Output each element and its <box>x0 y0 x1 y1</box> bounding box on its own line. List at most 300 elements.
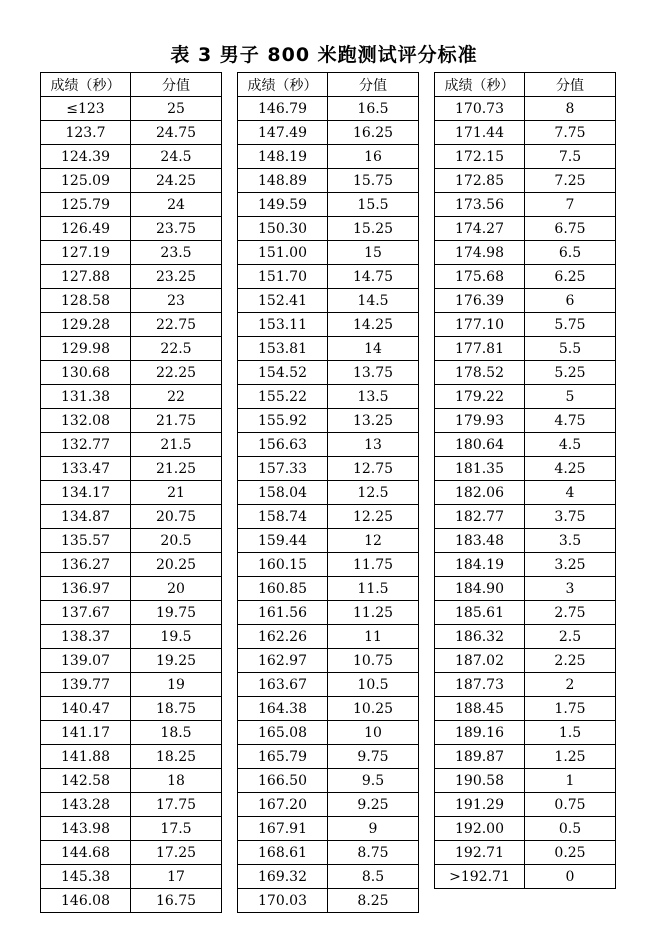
time-column-header: 成绩（秒） <box>435 73 525 97</box>
table-row <box>238 361 419 385</box>
score-cell: 4.75 <box>525 409 616 433</box>
time-cell: 157.33 <box>238 457 328 481</box>
time-cell: 162.97 <box>238 649 328 673</box>
table-body <box>41 97 222 913</box>
table-row <box>435 361 616 385</box>
time-cell: 143.98 <box>41 817 131 841</box>
score-cell: 8.75 <box>328 841 419 865</box>
time-cell: 144.68 <box>41 841 131 865</box>
table-row <box>238 289 419 313</box>
time-cell: 136.97 <box>41 577 131 601</box>
time-cell: 174.98 <box>435 241 525 265</box>
table-row <box>41 289 222 313</box>
time-cell: 189.16 <box>435 721 525 745</box>
table-row <box>238 97 419 121</box>
time-cell: 179.22 <box>435 385 525 409</box>
table-row <box>435 601 616 625</box>
table-row <box>435 97 616 121</box>
table-row <box>41 553 222 577</box>
score-cell: 8 <box>525 97 616 121</box>
score-cell: 20.5 <box>131 529 222 553</box>
table-row <box>435 241 616 265</box>
table-row <box>238 313 419 337</box>
score-cell: 2 <box>525 673 616 697</box>
score-cell: 13.75 <box>328 361 419 385</box>
time-cell: 172.15 <box>435 145 525 169</box>
time-cell: 141.88 <box>41 745 131 769</box>
time-cell: 164.38 <box>238 697 328 721</box>
time-cell: 167.91 <box>238 817 328 841</box>
table-row <box>41 817 222 841</box>
table-row <box>435 433 616 457</box>
score-cell: 19 <box>131 673 222 697</box>
score-cell: 5.5 <box>525 337 616 361</box>
time-cell: 141.17 <box>41 721 131 745</box>
time-cell: 151.00 <box>238 241 328 265</box>
score-cell: 12 <box>328 529 419 553</box>
score-cell: 4.5 <box>525 433 616 457</box>
score-cell: 9 <box>328 817 419 841</box>
time-cell: 192.00 <box>435 817 525 841</box>
time-cell: 143.28 <box>41 793 131 817</box>
time-cell: 125.79 <box>41 193 131 217</box>
time-cell: 158.74 <box>238 505 328 529</box>
table-row <box>238 577 419 601</box>
time-cell: 149.59 <box>238 193 328 217</box>
time-cell: 188.45 <box>435 697 525 721</box>
time-cell: 136.27 <box>41 553 131 577</box>
time-cell: 127.88 <box>41 265 131 289</box>
score-cell: 15.5 <box>328 193 419 217</box>
score-cell: 13.25 <box>328 409 419 433</box>
table-row <box>435 121 616 145</box>
table-row <box>41 361 222 385</box>
time-cell: 125.09 <box>41 169 131 193</box>
time-cell: 139.07 <box>41 649 131 673</box>
table-row <box>238 433 419 457</box>
score-cell: 24.75 <box>131 121 222 145</box>
score-cell: 13 <box>328 433 419 457</box>
time-cell: 184.90 <box>435 577 525 601</box>
time-cell: 153.11 <box>238 313 328 337</box>
time-cell: 171.44 <box>435 121 525 145</box>
score-cell: 10.25 <box>328 697 419 721</box>
score-cell: 14.75 <box>328 265 419 289</box>
time-column-header: 成绩（秒） <box>238 73 328 97</box>
time-cell: 166.50 <box>238 769 328 793</box>
table-header-row <box>41 73 222 97</box>
time-cell: 153.81 <box>238 337 328 361</box>
time-cell: 147.49 <box>238 121 328 145</box>
time-cell: 161.56 <box>238 601 328 625</box>
score-cell: 6 <box>525 289 616 313</box>
table-row <box>41 121 222 145</box>
time-cell: 132.08 <box>41 409 131 433</box>
time-cell: 177.10 <box>435 313 525 337</box>
table-row <box>41 673 222 697</box>
time-cell: 158.04 <box>238 481 328 505</box>
score-cell: 20 <box>131 577 222 601</box>
time-cell: 126.49 <box>41 217 131 241</box>
score-cell: 17.5 <box>131 817 222 841</box>
score-cell: 10 <box>328 721 419 745</box>
table-row <box>41 769 222 793</box>
time-cell: 180.64 <box>435 433 525 457</box>
table-row <box>435 481 616 505</box>
score-cell: 12.75 <box>328 457 419 481</box>
score-cell: 22.5 <box>131 337 222 361</box>
time-cell: 128.58 <box>41 289 131 313</box>
time-cell: 172.85 <box>435 169 525 193</box>
score-cell: 9.5 <box>328 769 419 793</box>
table-row <box>41 505 222 529</box>
score-cell: 17 <box>131 865 222 889</box>
time-cell: 133.47 <box>41 457 131 481</box>
table-row <box>435 577 616 601</box>
table-row <box>435 313 616 337</box>
score-cell: 16.75 <box>131 889 222 913</box>
score-cell: 11 <box>328 625 419 649</box>
time-cell: 167.20 <box>238 793 328 817</box>
table-row <box>435 289 616 313</box>
table-row <box>41 529 222 553</box>
score-cell: 13.5 <box>328 385 419 409</box>
table-row <box>435 793 616 817</box>
table-row <box>41 481 222 505</box>
score-cell: 7.5 <box>525 145 616 169</box>
score-cell: 16.25 <box>328 121 419 145</box>
table-row <box>435 817 616 841</box>
table-row <box>41 265 222 289</box>
time-cell: 130.68 <box>41 361 131 385</box>
score-cell: 1 <box>525 769 616 793</box>
table-row <box>238 385 419 409</box>
time-cell: 154.52 <box>238 361 328 385</box>
time-cell: 127.19 <box>41 241 131 265</box>
time-cell: 160.85 <box>238 577 328 601</box>
time-cell: 160.15 <box>238 553 328 577</box>
table-body <box>435 97 616 889</box>
table-row <box>238 121 419 145</box>
table-row <box>41 433 222 457</box>
time-cell: 152.41 <box>238 289 328 313</box>
time-cell: 168.61 <box>238 841 328 865</box>
score-cell: 18.75 <box>131 697 222 721</box>
score-cell: 18.25 <box>131 745 222 769</box>
table-row <box>435 841 616 865</box>
time-cell: 140.47 <box>41 697 131 721</box>
score-table-2 <box>237 72 419 913</box>
table-row <box>238 217 419 241</box>
score-cell: 18 <box>131 769 222 793</box>
score-cell: 3.5 <box>525 529 616 553</box>
table-row <box>41 193 222 217</box>
time-cell: 146.08 <box>41 889 131 913</box>
score-cell: 10.5 <box>328 673 419 697</box>
score-cell: 7.25 <box>525 169 616 193</box>
score-cell: 23.25 <box>131 265 222 289</box>
time-cell: 192.71 <box>435 841 525 865</box>
score-cell: 22 <box>131 385 222 409</box>
time-cell: 145.38 <box>41 865 131 889</box>
score-cell: 9.25 <box>328 793 419 817</box>
score-cell: 8.25 <box>328 889 419 913</box>
table-row <box>41 337 222 361</box>
score-cell: 15.75 <box>328 169 419 193</box>
score-table-1 <box>40 72 222 913</box>
table-row <box>435 217 616 241</box>
table-row <box>41 721 222 745</box>
score-cell: 12.5 <box>328 481 419 505</box>
table-row <box>435 625 616 649</box>
score-cell: 22.25 <box>131 361 222 385</box>
time-cell: 138.37 <box>41 625 131 649</box>
table-row <box>41 793 222 817</box>
table-row <box>238 625 419 649</box>
time-cell: 142.58 <box>41 769 131 793</box>
table-row <box>41 889 222 913</box>
score-column-header: 分值 <box>328 73 419 97</box>
table-row <box>41 313 222 337</box>
time-cell: 163.67 <box>238 673 328 697</box>
table-row <box>41 865 222 889</box>
score-cell: 24.25 <box>131 169 222 193</box>
time-cell: 174.27 <box>435 217 525 241</box>
time-cell: 182.06 <box>435 481 525 505</box>
score-cell: 24.5 <box>131 145 222 169</box>
table-row <box>238 649 419 673</box>
score-table-3 <box>434 72 616 889</box>
score-cell: 10.75 <box>328 649 419 673</box>
table-row <box>238 745 419 769</box>
table-row <box>238 457 419 481</box>
time-cell: 178.52 <box>435 361 525 385</box>
time-cell: 137.67 <box>41 601 131 625</box>
time-cell: 191.29 <box>435 793 525 817</box>
time-cell: 155.22 <box>238 385 328 409</box>
score-cell: 1.75 <box>525 697 616 721</box>
table-row <box>238 817 419 841</box>
table-row <box>238 265 419 289</box>
table-row <box>435 649 616 673</box>
table-row <box>41 745 222 769</box>
score-cell: 1.5 <box>525 721 616 745</box>
score-cell: 2.25 <box>525 649 616 673</box>
table-row <box>435 745 616 769</box>
time-cell: 185.61 <box>435 601 525 625</box>
time-cell: 184.19 <box>435 553 525 577</box>
time-cell: 132.77 <box>41 433 131 457</box>
time-cell: 124.39 <box>41 145 131 169</box>
time-cell: 165.79 <box>238 745 328 769</box>
score-cell: 19.5 <box>131 625 222 649</box>
score-cell: 3 <box>525 577 616 601</box>
table-row <box>238 337 419 361</box>
time-cell: 187.73 <box>435 673 525 697</box>
score-cell: 0.25 <box>525 841 616 865</box>
time-cell: 139.77 <box>41 673 131 697</box>
score-cell: 5.75 <box>525 313 616 337</box>
score-cell: 7 <box>525 193 616 217</box>
score-cell: 3.25 <box>525 553 616 577</box>
table-row <box>435 769 616 793</box>
table-row <box>238 193 419 217</box>
time-cell: 159.44 <box>238 529 328 553</box>
table-row <box>238 769 419 793</box>
score-cell: 21.5 <box>131 433 222 457</box>
time-cell: >192.71 <box>435 865 525 889</box>
time-cell: 131.38 <box>41 385 131 409</box>
time-cell: 146.79 <box>238 97 328 121</box>
time-cell: 148.19 <box>238 145 328 169</box>
time-cell: 148.89 <box>238 169 328 193</box>
time-cell: 129.98 <box>41 337 131 361</box>
score-cell: 5 <box>525 385 616 409</box>
table-row <box>41 625 222 649</box>
score-cell: 20.25 <box>131 553 222 577</box>
time-cell: 134.87 <box>41 505 131 529</box>
table-header-row <box>435 73 616 97</box>
time-cell: 129.28 <box>41 313 131 337</box>
time-cell: ≤123 <box>41 97 131 121</box>
table-row <box>435 673 616 697</box>
score-cell: 14.25 <box>328 313 419 337</box>
table-row <box>435 529 616 553</box>
time-cell: 156.63 <box>238 433 328 457</box>
time-cell: 151.70 <box>238 265 328 289</box>
table-row <box>435 337 616 361</box>
table-row <box>238 793 419 817</box>
score-cell: 6.75 <box>525 217 616 241</box>
score-cell: 8.5 <box>328 865 419 889</box>
table-row <box>238 553 419 577</box>
table-row <box>41 457 222 481</box>
table-row <box>435 457 616 481</box>
score-cell: 14.5 <box>328 289 419 313</box>
score-cell: 6.25 <box>525 265 616 289</box>
time-cell: 170.03 <box>238 889 328 913</box>
table-body <box>238 97 419 913</box>
time-cell: 123.7 <box>41 121 131 145</box>
score-cell: 1.25 <box>525 745 616 769</box>
table-row <box>435 145 616 169</box>
score-cell: 7.75 <box>525 121 616 145</box>
table-row <box>238 889 419 913</box>
score-cell: 2.75 <box>525 601 616 625</box>
table-row <box>41 649 222 673</box>
table-row <box>41 697 222 721</box>
score-cell: 9.75 <box>328 745 419 769</box>
table-row <box>435 865 616 889</box>
score-cell: 25 <box>131 97 222 121</box>
time-cell: 165.08 <box>238 721 328 745</box>
time-cell: 162.26 <box>238 625 328 649</box>
table-header-row <box>238 73 419 97</box>
table-row <box>238 865 419 889</box>
table-row <box>41 577 222 601</box>
score-cell: 15.25 <box>328 217 419 241</box>
table-row <box>435 697 616 721</box>
score-cell: 0.75 <box>525 793 616 817</box>
score-column-header: 分值 <box>131 73 222 97</box>
time-cell: 169.32 <box>238 865 328 889</box>
page-title: 表 3 男子 800 米跑测试评分标准 <box>170 44 478 66</box>
table-row <box>41 97 222 121</box>
table-row <box>238 697 419 721</box>
table-row <box>41 385 222 409</box>
table-row <box>238 601 419 625</box>
time-cell: 173.56 <box>435 193 525 217</box>
score-cell: 17.75 <box>131 793 222 817</box>
time-cell: 135.57 <box>41 529 131 553</box>
table-row <box>41 841 222 865</box>
table-row <box>238 673 419 697</box>
table-row <box>435 721 616 745</box>
table-row <box>41 241 222 265</box>
time-cell: 181.35 <box>435 457 525 481</box>
score-cell: 18.5 <box>131 721 222 745</box>
score-cell: 11.5 <box>328 577 419 601</box>
time-cell: 187.02 <box>435 649 525 673</box>
table-row <box>41 145 222 169</box>
table-row <box>238 145 419 169</box>
table-row <box>435 265 616 289</box>
table-row <box>238 409 419 433</box>
score-cell: 21.75 <box>131 409 222 433</box>
time-cell: 190.58 <box>435 769 525 793</box>
time-column-header: 成绩（秒） <box>41 73 131 97</box>
score-cell: 16.5 <box>328 97 419 121</box>
score-cell: 19.75 <box>131 601 222 625</box>
time-cell: 189.87 <box>435 745 525 769</box>
score-cell: 21.25 <box>131 457 222 481</box>
score-cell: 16 <box>328 145 419 169</box>
table-row <box>238 169 419 193</box>
time-cell: 183.48 <box>435 529 525 553</box>
score-cell: 14 <box>328 337 419 361</box>
score-cell: 11.75 <box>328 553 419 577</box>
table-row <box>41 409 222 433</box>
table-row <box>435 385 616 409</box>
score-cell: 0 <box>525 865 616 889</box>
score-cell: 17.25 <box>131 841 222 865</box>
table-row <box>238 241 419 265</box>
score-cell: 19.25 <box>131 649 222 673</box>
time-cell: 179.93 <box>435 409 525 433</box>
score-cell: 11.25 <box>328 601 419 625</box>
table-row <box>238 529 419 553</box>
time-cell: 176.39 <box>435 289 525 313</box>
time-cell: 134.17 <box>41 481 131 505</box>
time-cell: 170.73 <box>435 97 525 121</box>
table-row <box>435 505 616 529</box>
time-cell: 175.68 <box>435 265 525 289</box>
score-cell: 0.5 <box>525 817 616 841</box>
score-cell: 23.75 <box>131 217 222 241</box>
score-cell: 24 <box>131 193 222 217</box>
score-cell: 4.25 <box>525 457 616 481</box>
score-cell: 3.75 <box>525 505 616 529</box>
score-cell: 5.25 <box>525 361 616 385</box>
score-column-header: 分值 <box>525 73 616 97</box>
time-cell: 186.32 <box>435 625 525 649</box>
table-row <box>41 169 222 193</box>
score-cell: 22.75 <box>131 313 222 337</box>
table-row <box>435 193 616 217</box>
table-row <box>41 601 222 625</box>
table-row <box>238 505 419 529</box>
time-cell: 150.30 <box>238 217 328 241</box>
